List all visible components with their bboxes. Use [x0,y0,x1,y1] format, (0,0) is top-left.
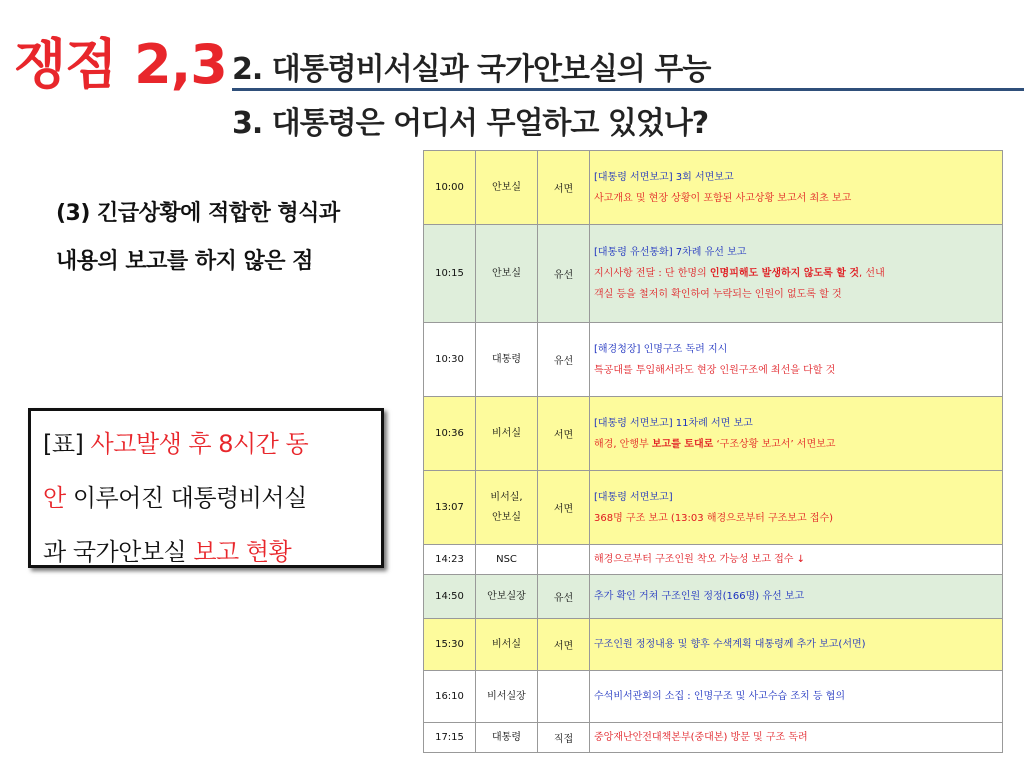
time-cell: 17:15 [424,723,476,753]
table-row [424,671,1003,723]
table-row [424,225,1003,323]
caption-part: 이루어진 대통령비서실 [65,484,307,512]
content-cell [590,723,1003,753]
time-cell: 14:50 [424,575,476,619]
time-cell: 16:10 [424,671,476,723]
content-cell [590,671,1003,723]
content-line: 객실 등을 철저히 확인하여 누락되는 인원이 없도록 할 것 [594,289,842,300]
content-cell [590,151,1003,225]
dept-cell: 비서실 [476,397,538,471]
content-cell [590,545,1003,575]
content-line: 수석비서관회의 소집 : 인명구조 및 사고수습 조치 등 협의 [594,691,845,702]
content-fragment: , 선내 [859,268,885,279]
dept-cell [476,471,538,545]
method-cell: 서면 [538,471,590,545]
table-row [424,323,1003,397]
method-cell [538,545,590,575]
dept-line: 비서실, [490,491,523,503]
method-cell: 유선 [538,323,590,397]
content-cell [590,323,1003,397]
content-line: [대통령 서면보고] 3회 서면보고 [594,171,734,183]
dept-cell: NSC [476,545,538,575]
time-cell: 14:23 [424,545,476,575]
method-cell: 직접 [538,723,590,753]
subtitle-line-1: 2. 대통령비서실과 국가안보실의 무능 [232,52,711,87]
content-line: 해경으로부터 구조인원 착오 가능성 보고 접수 ↓ [594,554,805,565]
time-cell: 13:07 [424,471,476,545]
content-fragment: 지시사항 전달 : 단 한명의 [594,268,710,279]
method-cell: 서면 [538,151,590,225]
content-fragment: 인명피해도 발생하지 않도록 할 것 [709,268,860,279]
content-line: [대통령 서면보고] 11차례 서면 보고 [594,417,753,429]
table-row [424,471,1003,545]
table-row [424,397,1003,471]
content-line: 368명 구조 보고 (13:03 해경으로부터 구조보고 접수) [594,512,834,524]
time-cell: 10:15 [424,225,476,323]
method-cell: 서면 [538,397,590,471]
key-point-line-2: 내용의 보고를 하지 않은 점 [56,249,313,274]
caption-part: 과 국가안보실 [43,538,194,566]
content-cell [590,575,1003,619]
dept-cell: 대통령 [476,723,538,753]
content-cell [590,619,1003,671]
caption-part: 사고발생 후 8시간 동 [90,430,309,458]
method-cell [538,671,590,723]
table-row [424,545,1003,575]
dept-line: 안보실 [492,511,521,523]
title-divider [232,88,1024,91]
method-cell: 서면 [538,619,590,671]
key-point [56,190,426,286]
table-row [424,575,1003,619]
content-cell [590,471,1003,545]
key-point-line-1: (3) 긴급상황에 적합한 형식과 [56,201,340,226]
content-line: [대통령 서면보고] [594,491,673,503]
caption-part: [표] [43,430,91,458]
dept-cell: 비서실 [476,619,538,671]
content-line: 사고개요 및 현장 상황이 포함된 사고상황 보고서 최초 보고 [594,192,852,204]
method-cell: 유선 [538,225,590,323]
content-cell [590,397,1003,471]
content-fragment: 해경, 안행부 [594,438,652,450]
content-line: 특공대를 투입해서라도 현장 인원구조에 최선을 다할 것 [594,364,836,376]
content-fragment: ‘구조상황 보고서’ 서면보고 [713,438,836,450]
dept-cell: 대통령 [476,323,538,397]
table-row [424,619,1003,671]
content-line: 추가 확인 거쳐 구조인원 정정(166명) 유선 보고 [594,591,805,602]
content-line [594,434,998,455]
content-line: 중앙재난안전대책본부(중대본) 방문 및 구조 독려 [594,732,808,743]
content-line: 구조인원 정정내용 및 향후 수색계획 대통령께 추가 보고(서면) [594,639,866,650]
dept-cell: 안보실 [476,151,538,225]
issue-label: 쟁점 2,3 [14,33,227,96]
caption-part: 보고 현황 [193,538,292,566]
content-line: [대통령 유선통화] 7차례 유선 보고 [594,247,747,258]
dept-cell: 안보실장 [476,575,538,619]
method-cell: 유선 [538,575,590,619]
time-cell: 10:30 [424,323,476,397]
time-cell: 15:30 [424,619,476,671]
table-caption-box [28,408,384,568]
caption-part: 안 [43,484,66,512]
content-line: [해경청장] 인명구조 독려 지시 [594,343,728,355]
table-row [424,151,1003,225]
content-line [594,263,998,284]
dept-cell: 안보실 [476,225,538,323]
time-cell: 10:00 [424,151,476,225]
subtitle-line-2: 3. 대통령은 어디서 무얼하고 있었나? [232,106,709,141]
time-cell: 10:36 [424,397,476,471]
content-fragment: 보고를 토대로 [651,438,714,450]
table-row [424,723,1003,753]
dept-cell: 비서실장 [476,671,538,723]
report-timeline-table [423,150,1003,753]
content-cell [590,225,1003,323]
